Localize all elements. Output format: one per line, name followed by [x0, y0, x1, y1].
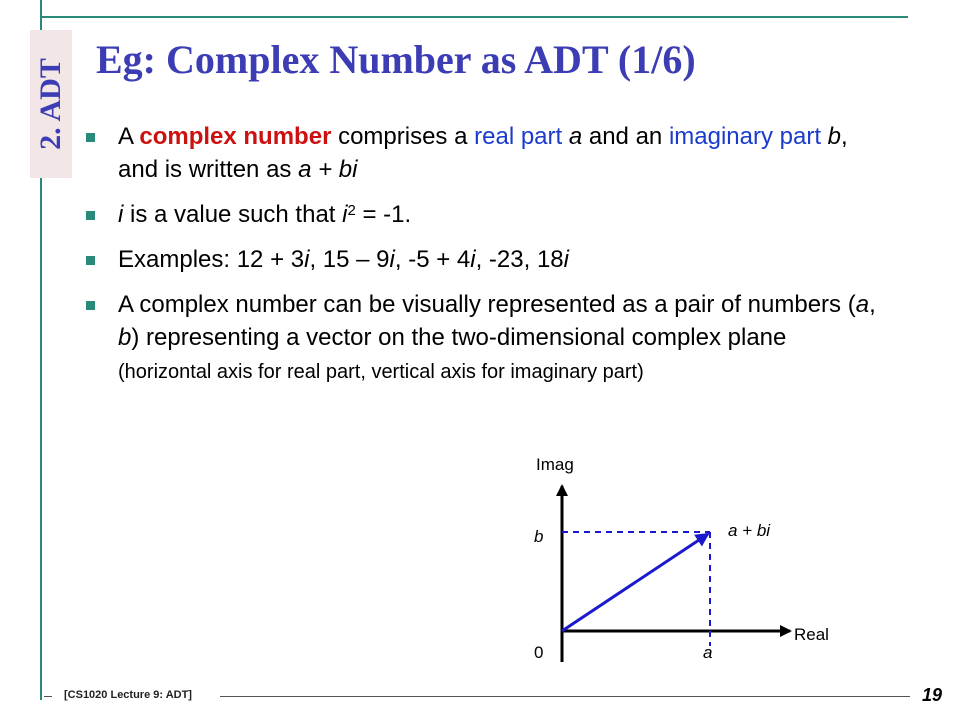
bullet-item-examples: Examples: 12 + 3i, 15 – 9i, -5 + 4i, -23, 18i — [86, 243, 876, 276]
term-imaginary-part: imaginary part — [668, 123, 821, 150]
point-label: a + bi — [728, 521, 771, 540]
footer-dash — [44, 696, 52, 697]
top-accent-line — [40, 16, 908, 18]
keyword-complex-number: complex number — [139, 123, 332, 150]
slide-title: Eg: Complex Number as ADT (1/6) — [96, 37, 696, 82]
bullet-item-definition: A complex number comprises a real part a and an imaginary part b, and is written as a + bi — [86, 120, 876, 186]
bullet-list — [86, 120, 876, 401]
page-number: 19 — [922, 685, 943, 705]
bullet-square-icon — [86, 133, 95, 142]
footer-line — [220, 696, 910, 697]
origin-label: 0 — [534, 643, 544, 662]
complex-plane-diagram — [520, 440, 840, 680]
section-label: 2. ADT — [34, 58, 67, 150]
imag-axis-label: Imag — [536, 455, 574, 474]
a-label: a — [703, 643, 713, 662]
bullet-item-visual-representation: A complex number can be visually represented as a pair of numbers (a, b) representing a vector on the two-dimensional complex plane (horizontal axis for real part, vertical axis for imaginary part) — [86, 288, 876, 389]
bullet-square-icon — [86, 256, 95, 265]
bullet-square-icon — [86, 301, 95, 310]
footer-text: [CS1020 Lecture 9: ADT] — [64, 689, 192, 701]
bullet-square-icon — [86, 211, 95, 220]
bullet-item-i-definition: i is a value such that $i^2 = -1$. — [86, 198, 876, 231]
b-label: b — [534, 527, 544, 546]
complex-vector-arrow — [562, 534, 708, 631]
term-real-part: real part — [474, 123, 563, 150]
real-axis-label: Real — [794, 625, 829, 644]
